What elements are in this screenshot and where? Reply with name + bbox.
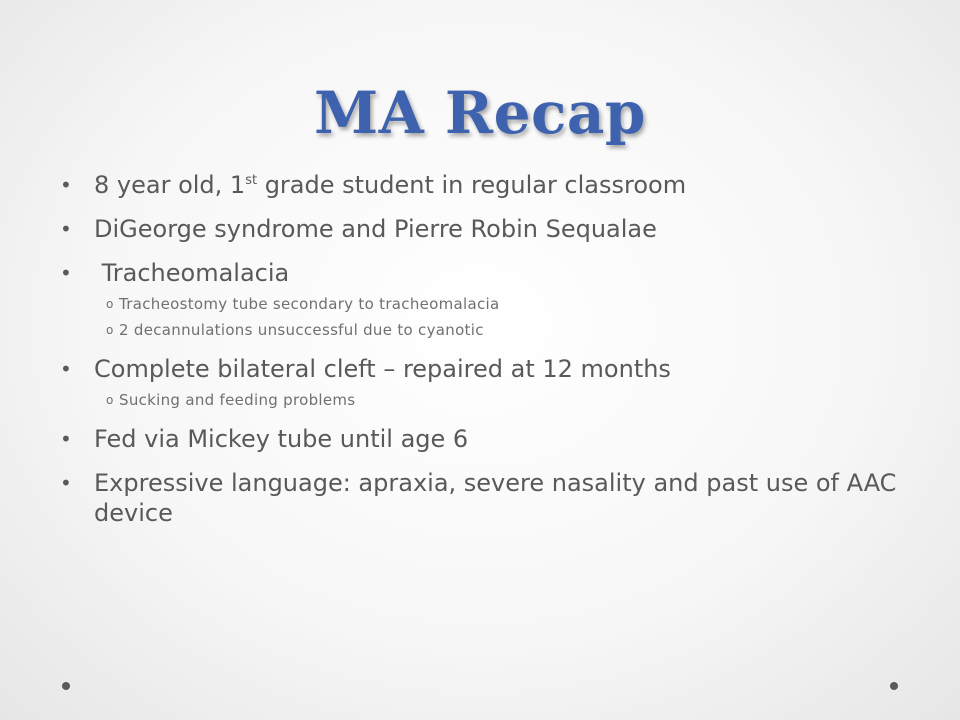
bullet-icon: •	[60, 217, 72, 241]
bullet-icon: •	[60, 173, 72, 197]
circle-marker-icon: o	[106, 393, 114, 407]
bullet-item-feeding-tube	[60, 424, 910, 454]
bullet-item-tracheomalacia	[60, 258, 910, 288]
bullet-icon: •	[60, 357, 72, 381]
bullet-item-expressive-language	[60, 468, 910, 528]
bullet-text: 8 year old, 1	[94, 171, 246, 199]
bullet-item-cleft	[60, 354, 910, 384]
decorative-dot-right	[890, 682, 898, 690]
bullet-text: DiGeorge syndrome and Pierre Robin Sequalae	[94, 215, 657, 243]
bullet-text: Expressive language: apraxia, severe nasality and past use of AAC device	[94, 469, 897, 527]
bullet-text: Tracheomalacia	[94, 259, 290, 287]
slide-title: MA Recap	[314, 79, 646, 147]
bullet-text: Complete bilateral cleft – repaired at 12 months	[94, 355, 671, 383]
sub-item-text: 2 decannulations unsuccessful due to cyanotic	[119, 321, 484, 339]
sub-item	[60, 390, 910, 410]
sub-item-text: Sucking and feeding problems	[119, 391, 356, 409]
bullet-item-syndrome	[60, 214, 910, 244]
circle-marker-icon: o	[106, 297, 114, 311]
bullet-icon: •	[60, 427, 72, 451]
sub-item	[60, 294, 910, 314]
bullet-icon: •	[60, 261, 72, 285]
bullet-item-age-grade	[60, 170, 910, 200]
sub-list-tracheomalacia	[60, 294, 910, 340]
superscript-ordinal: st	[245, 173, 258, 188]
sub-item	[60, 320, 910, 340]
sub-list-cleft	[60, 390, 910, 410]
bullet-text-continued: grade student in regular classroom	[257, 171, 687, 199]
bullet-icon: •	[60, 471, 72, 495]
bullet-text: Fed via Mickey tube until age 6	[94, 425, 469, 453]
bullet-list	[60, 170, 910, 542]
sub-item-text: Tracheostomy tube secondary to tracheomalacia	[119, 295, 500, 313]
circle-marker-icon: o	[106, 323, 114, 337]
decorative-dot-left	[62, 682, 70, 690]
